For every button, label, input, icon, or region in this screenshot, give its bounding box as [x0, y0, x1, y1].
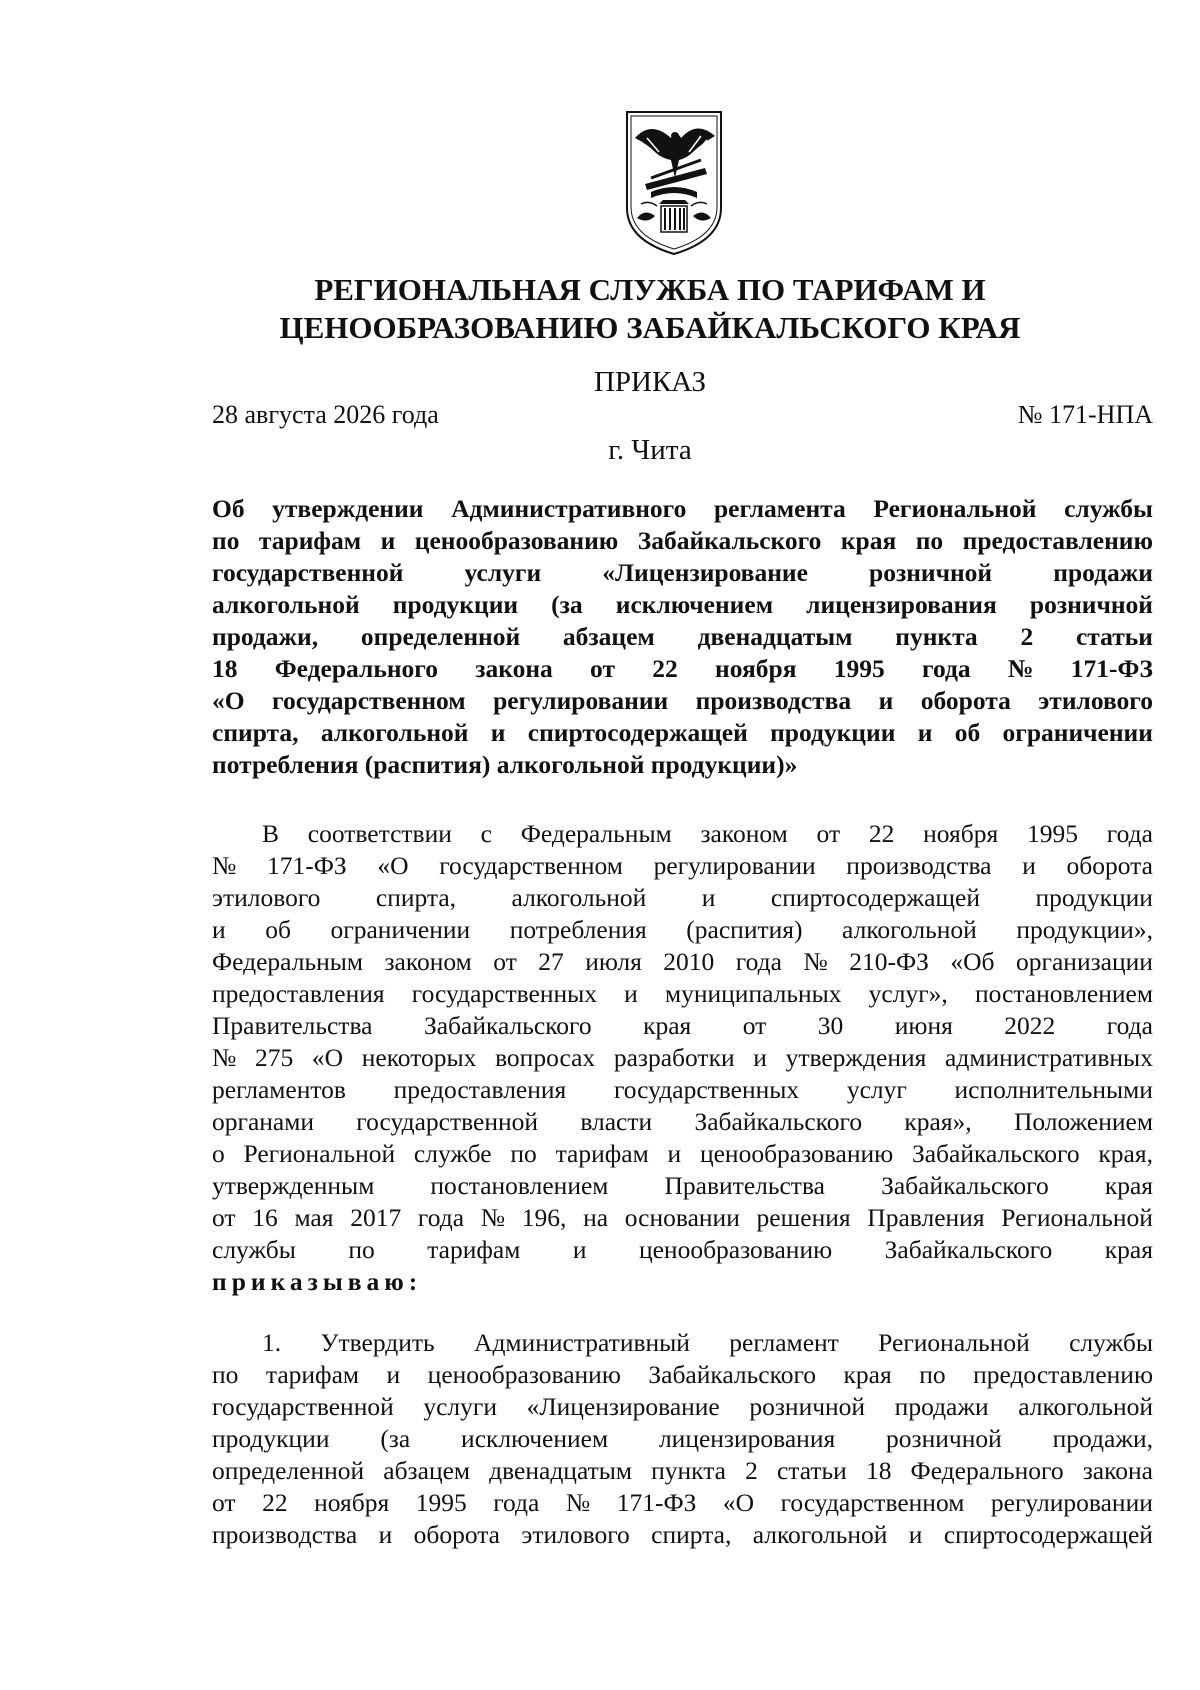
preamble-line: Правительства Забайкальского края от 30 июня 2022 года: [212, 1011, 1153, 1040]
preamble-line: № 275 «О некоторых вопросах разработки и утверждения административных: [212, 1043, 1153, 1072]
item1-line: продукции (за исключением лицензирования розничной продажи,: [212, 1424, 1153, 1453]
subject-line: алкогольной продукции (за исключением лицензирования розничной: [212, 590, 1153, 619]
preamble-line: Федеральным законом от 27 июля 2010 года № 210-ФЗ «Об организации: [212, 947, 1153, 976]
order-date: 28 августа 2026 года: [212, 400, 439, 429]
subject-line: 18 Федерального закона от 22 ноября 1995 года № 171-ФЗ: [212, 654, 1153, 683]
preamble-line: службы по тарифам и ценообразованию Забайкальского края: [212, 1235, 1153, 1264]
organization-name-line-1: РЕГИОНАЛЬНАЯ СЛУЖБА ПО ТАРИФАМ И: [314, 272, 986, 307]
item1-line: от 22 ноября 1995 года № 171-ФЗ «О государственном регулировании: [212, 1488, 1153, 1517]
preamble-line: о Региональной службе по тарифам и ценообразованию Забайкальского края,: [212, 1139, 1153, 1168]
order-number: № 171-НПА: [1017, 400, 1153, 429]
preamble-line: от 16 мая 2017 года № 196, на основании решения Правления Региональной: [212, 1203, 1153, 1232]
preamble-line: утвержденным постановлением Правительства Забайкальского края: [212, 1171, 1153, 1200]
document-type-title: ПРИКАЗ: [593, 366, 707, 398]
subject-line: Об утверждении Административного регламента Региональной службы: [212, 494, 1153, 523]
preamble-paragraph: [212, 818, 1153, 1298]
preamble-line: № 171-ФЗ «О государственном регулировании производства и оборота: [212, 851, 1153, 880]
item1-line: производства и оборота этилового спирта, алкогольной и спиртосодержащей: [212, 1520, 1153, 1549]
preamble-line: органами государственной власти Забайкальского края», Положением: [212, 1107, 1153, 1136]
subject-line: потребления (распития) алкогольной продукции)»: [212, 750, 798, 779]
subject-line: государственной услуги «Лицензирование розничной продажи: [212, 558, 1153, 587]
coat-of-arms-emblem: [621, 108, 727, 258]
order-item-1: [212, 1327, 1153, 1551]
subject-line: спирта, алкогольной и спиртосодержащей продукции и об ограничении: [212, 718, 1153, 747]
subject-line: продажи, определенной абзацем двенадцатым пункта 2 статьи: [212, 622, 1153, 651]
item1-line: 1. Утвердить Административный регламент Региональной службы: [262, 1328, 1153, 1357]
preamble-line: и об ограничении потребления (распития) алкогольной продукции»,: [212, 915, 1153, 944]
subject-line: «О государственном регулировании производства и оборота этилового: [212, 686, 1153, 715]
organization-name-line-2: ЦЕНООБРАЗОВАНИЮ ЗАБАЙКАЛЬСКОГО КРАЯ: [279, 310, 1021, 345]
preamble-line: В соответствии с Федеральным законом от 22 ноября 1995 года: [262, 819, 1153, 848]
item1-line: государственной услуги «Лицензирование розничной продажи алкогольной: [212, 1392, 1153, 1421]
item1-line: определенной абзацем двенадцатым пункта 2 статьи 18 Федерального закона: [212, 1456, 1153, 1485]
preamble-line: предоставления государственных и муниципальных услуг», постановлением: [212, 979, 1153, 1008]
preamble-line: регламентов предоставления государственных услуг исполнительными: [212, 1075, 1153, 1104]
preamble-line: этилового спирта, алкогольной и спиртосодержащей продукции: [212, 883, 1153, 912]
resolve-word: приказываю:: [212, 1267, 423, 1296]
order-city: г. Чита: [608, 434, 692, 466]
subject-line: по тарифам и ценообразованию Забайкальского края по предоставлению: [212, 526, 1153, 555]
order-subject-heading: [212, 493, 1153, 781]
item1-line: по тарифам и ценообразованию Забайкальского края по предоставлению: [212, 1360, 1153, 1389]
